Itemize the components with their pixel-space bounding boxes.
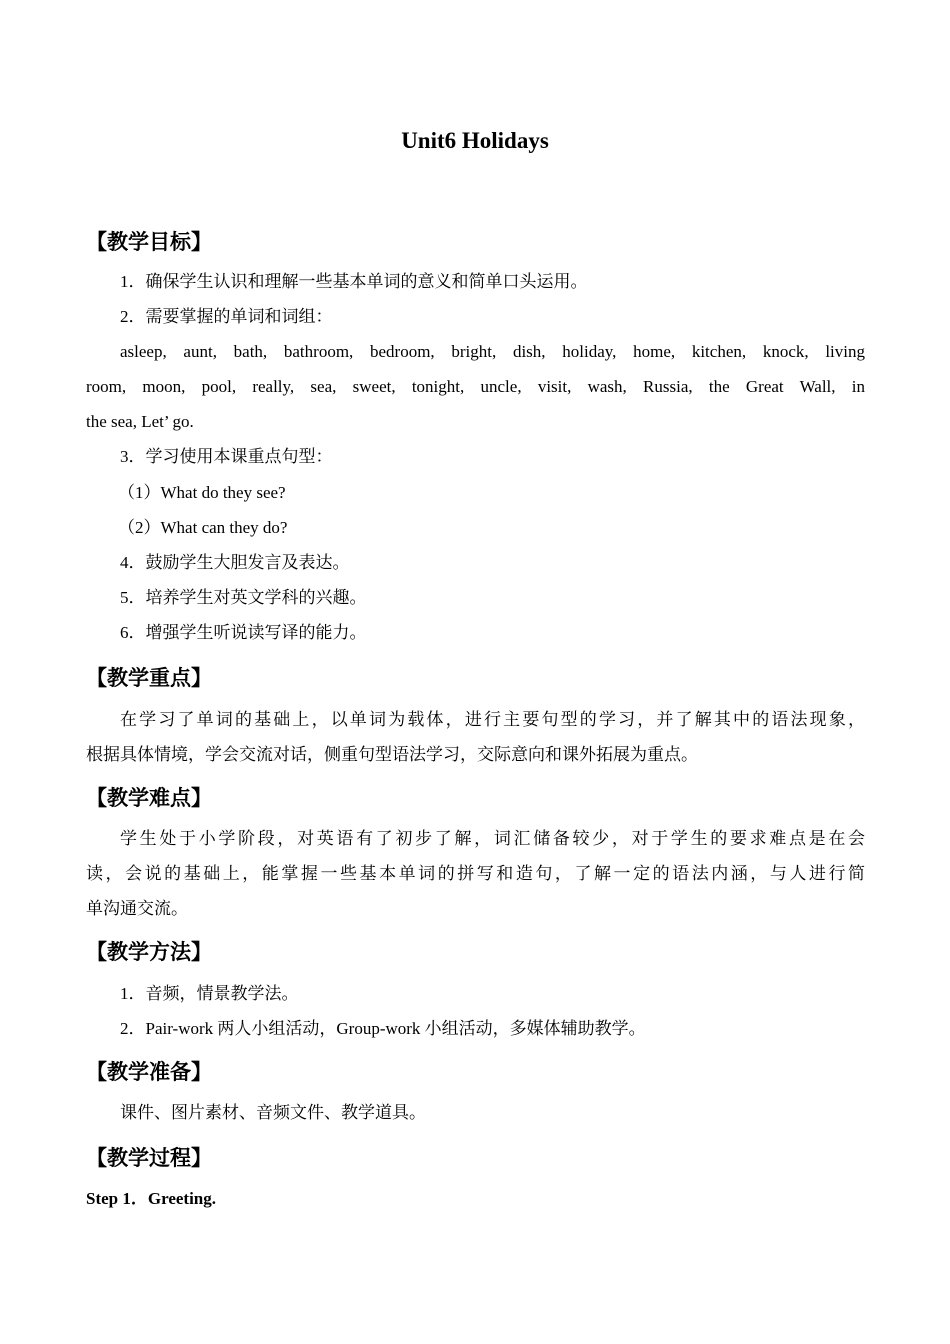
key-points-line-2: 根据具体情境，学会交流对话，侧重句型语法学习，交际意向和课外拓展为重点。 (86, 745, 698, 764)
key-points-line-1: 在学习了单词的基础上，以单词为载体，进行主要句型的学习，并了解其中的语法现象， (120, 710, 865, 729)
preparation-text: 课件、图片素材、音频文件、教学道具。 (120, 1103, 426, 1122)
objective-item-1: 1．确保学生认识和理解一些基本单词的意义和简单口头运用。 (120, 272, 588, 291)
method-item-2: 2．Pair-work 两人小组活动，Group-work 小组活动，多媒体辅助教学。 (120, 1019, 646, 1038)
section-heading-preparation: 【教学准备】 (86, 1060, 212, 1084)
objective-item-3: 3．学习使用本课重点句型： (120, 447, 333, 466)
vocabulary-line-2 (86, 374, 865, 400)
key-points-paragraph (86, 702, 865, 772)
step-1-heading: Step 1．Greeting. (86, 1189, 217, 1208)
vocabulary-line-1 (120, 339, 865, 365)
objective-item-6: 6．增强学生听说读写译的能力。 (120, 623, 367, 642)
document-title: Unit6 Holidays (401, 128, 549, 153)
difficulties-line-3: 单沟通交流。 (86, 899, 188, 918)
key-sentence-1: （1）What do they see? (118, 483, 286, 502)
vocabulary-line-3: the sea, Let’ go. (86, 412, 194, 431)
section-heading-key-points: 【教学重点】 (86, 666, 212, 690)
objective-item-2: 2．需要掌握的单词和词组： (120, 307, 333, 326)
difficulties-paragraph (86, 821, 865, 926)
section-heading-process: 【教学过程】 (86, 1146, 212, 1170)
difficulties-line-2: 读，会说的基础上，能掌握一些基本单词的拼写和造句，了解一定的语法内涵，与人进行简 (86, 864, 865, 883)
difficulties-line-1: 学生处于小学阶段，对英语有了初步了解，词汇储备较少，对于学生的要求难点是在会 (120, 829, 865, 848)
vocabulary-text-1: asleep, aunt, bath, bathroom, bedroom, bright, dish, holiday, home, kitchen, knock, living (120, 342, 865, 361)
method-item-1: 1．音频，情景教学法。 (120, 984, 299, 1003)
section-heading-difficulties: 【教学难点】 (86, 786, 212, 810)
section-heading-objectives: 【教学目标】 (86, 230, 212, 254)
vocabulary-text-2: room, moon, pool, really, sea, sweet, tonight, uncle, visit, wash, Russia, the Great Wall, in (86, 377, 865, 396)
section-heading-methods: 【教学方法】 (86, 940, 212, 964)
key-sentence-2: （2）What can they do? (118, 518, 288, 537)
objective-item-5: 5．培养学生对英文学科的兴趣。 (120, 588, 367, 607)
objective-item-4: 4．鼓励学生大胆发言及表达。 (120, 553, 350, 572)
